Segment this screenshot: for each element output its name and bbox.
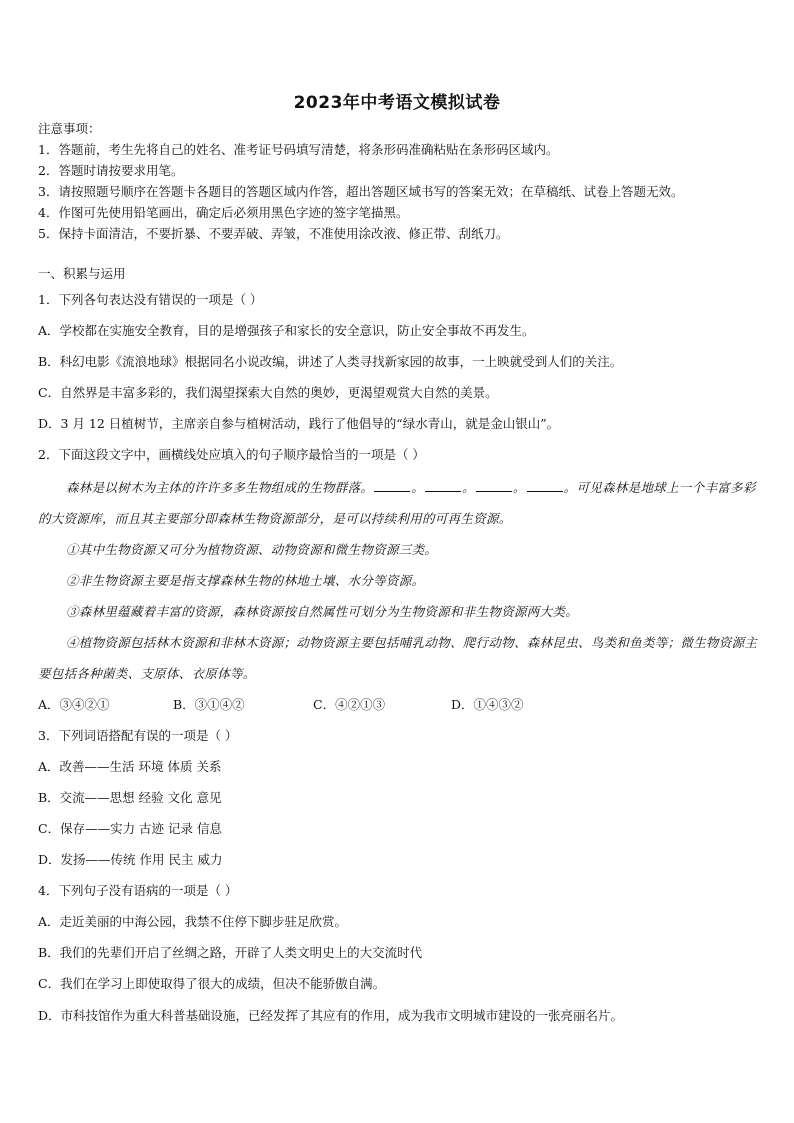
q1-option-d: D．3 月 12 日植树节，主席亲自参与植树活动，践行了他倡导的“绿水青山，就是金山银山”。 <box>38 416 560 431</box>
notice-item-3: 3．请按照题号顺序在答题卡各题目的答题区域内作答，超出答题区域书写的答案无效；在草稿纸、试卷上答题无效。 <box>38 184 684 199</box>
q4-stem: 4．下列句子没有语病的一项是（ ） <box>38 883 238 898</box>
notice-item-1: 1．答题前，考生先将自己的姓名、准考证号码填写清楚，将条形码准确粘贴在条形码区域内。 <box>38 142 559 157</box>
q2-passage-start: 森林是以树木为主体的许许多多生物组成的生物群落。 <box>66 480 374 495</box>
q2-sentence-2: ②非生物资源主要是指支撑森林生物的林地土壤、水分等资源。 <box>66 573 425 588</box>
q1-option-c: C．自然界是丰富多彩的，我们渴望探索大自然的奥妙，更渴望观赏大自然的美景。 <box>38 385 498 400</box>
q1-option-b: B．科幻电影《流浪地球》根据同名小说改编，讲述了人类寻找新家园的故事，一上映就受到人们的关注。 <box>38 354 623 369</box>
q2-sentence-3: ③森林里蕴藏着丰富的资源，森林资源按自然属性可划分为生物资源和非生物资源两大类。 <box>66 604 579 619</box>
q3-option-c: C．保存——实力 古迹 记录 信息 <box>38 821 222 836</box>
q1-option-a: A．学校都在实施安全教育，目的是增强孩子和家长的安全意识，防止安全事故不再发生。 <box>38 323 535 338</box>
notice-item-2: 2．答题时请按要求用笔。 <box>38 163 184 178</box>
q4-option-c: C．我们在学习上即使取得了很大的成绩，但决不能骄傲自满。 <box>38 976 386 991</box>
q4-option-d: D．市科技馆作为重大科普基础设施，已经发挥了其应有的作用，成为我市文明城市建设的一张亮丽名片。 <box>38 1008 624 1023</box>
notice-item-5: 5．保持卡面清洁，不要折暴、不要弄破、弄皱，不准使用涂改液、修正带、刮纸刀。 <box>38 226 509 241</box>
q2-option-a: A．③④②① <box>38 697 110 712</box>
q2-option-d: D．①④③② <box>451 697 524 712</box>
q3-stem: 3．下列词语搭配有误的一项是（ ） <box>38 728 238 743</box>
q2-passage-end: 。可见森林是地球上一个丰富多彩的大资源库，而且其主要部分即森林生物资源部分，是可以持续利用的可再生资源。 <box>38 480 756 526</box>
q4-option-a: A．走近美丽的中海公园，我禁不住停下脚步驻足欣赏。 <box>38 914 348 929</box>
notice-item-4: 4．作图可先使用铅笔画出，确定后必须用黑色字迹的签字笔描黑。 <box>38 205 409 220</box>
q3-option-b: B．交流——思想 经验 文化 意见 <box>38 790 222 805</box>
blank-separator: 。 <box>512 480 526 495</box>
q2-option-c: C．④②①③ <box>313 697 386 712</box>
q4-option-b: B．我们的先辈们开启了丝绸之路，开辟了人类文明史上的大交流时代 <box>38 945 423 960</box>
answer-blank-3 <box>476 479 512 492</box>
q2-sentence-1: ①其中生物资源又可分为植物资源、动物资源和微生物资源三类。 <box>66 542 438 557</box>
q2-stem: 2．下面这段文字中，画横线处应填入的句子顺序最恰当的一项是（ ） <box>38 447 425 462</box>
q3-option-d: D．发扬——传统 作用 民主 威力 <box>38 852 223 867</box>
answer-blank-2 <box>425 479 461 492</box>
notice-heading: 注意事项： <box>38 121 101 136</box>
q2-options <box>38 697 524 713</box>
q2-option-b: B．③①④② <box>173 697 245 712</box>
answer-blank-1 <box>374 479 410 492</box>
q1-stem: 1．下列各句表达没有错误的一项是（ ） <box>38 292 263 307</box>
blank-separator: 。 <box>462 480 475 495</box>
section-heading: 一、积累与运用 <box>38 266 126 281</box>
exam-title: 2023年中考语文模拟试卷 <box>293 93 501 113</box>
q2-sentence-4: ④植物资源包括林木资源和非林木资源；动物资源主要包括哺乳动物、爬行动物、森林昆虫、鸟类和鱼类等；微生物资源主要包括各种菌类、支原体、衣原体等。 <box>38 635 758 681</box>
answer-blank-4 <box>527 479 563 492</box>
q2-passage <box>38 472 758 534</box>
q3-option-a: A．改善——生活 环境 体质 关系 <box>38 759 222 774</box>
blank-separator: 。 <box>411 480 425 495</box>
